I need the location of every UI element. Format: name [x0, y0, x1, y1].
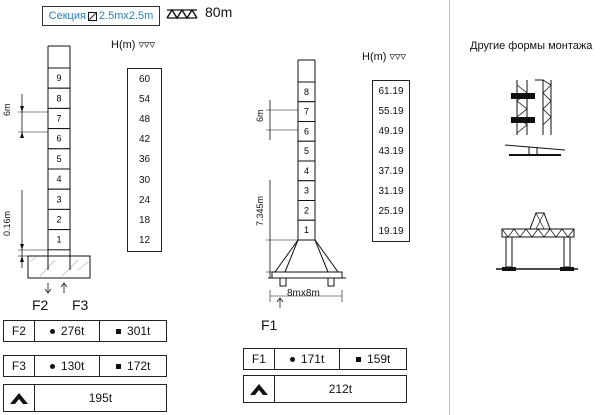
dot-icon — [50, 329, 55, 334]
force-row-f3 — [3, 355, 167, 377]
height-cell: 30 — [138, 174, 151, 186]
force-value-1-text: 171t — [300, 352, 325, 366]
force-row-f1 — [243, 348, 407, 370]
height-cell: 25.19 — [378, 205, 404, 217]
force-value-2 — [340, 349, 406, 369]
height-cell: 60 — [138, 73, 151, 85]
mast-section-number: 6 — [56, 133, 62, 144]
height-cell: 42 — [138, 134, 151, 146]
height-cell: 54 — [138, 93, 151, 105]
force-value-2-text: 301t — [127, 324, 151, 338]
force-row-label: F1 — [244, 349, 275, 369]
height-cell: 37.19 — [378, 165, 404, 177]
force-value-2 — [100, 356, 166, 376]
force-value-1-text: 276t — [60, 324, 85, 338]
dot-icon — [50, 364, 55, 369]
force-value-1 — [275, 349, 341, 369]
total-height: 80m — [205, 4, 233, 20]
height-cell: 49.19 — [378, 125, 404, 137]
right-dim-base: 7.345m — [255, 195, 265, 226]
force-value-1 — [35, 356, 101, 376]
mast-section-number: 7 — [303, 106, 310, 117]
height-cell: 43.19 — [378, 145, 404, 157]
divider — [449, 0, 450, 415]
force-row-label: F2 — [4, 321, 35, 341]
mast-section-number: 9 — [56, 73, 62, 84]
height-cell: 18 — [138, 215, 151, 227]
force-value-2-text: 159t — [367, 352, 391, 366]
force-row-f2 — [3, 320, 167, 342]
total-row-left — [3, 384, 167, 412]
height-cell: 48 — [138, 114, 151, 126]
right-height-header-text: H(m) — [362, 51, 387, 63]
force-value-1 — [35, 321, 101, 341]
mast-section-number: 4 — [56, 174, 62, 185]
mast-section-number: 1 — [303, 225, 310, 236]
force-value-1-text: 130t — [60, 359, 85, 373]
mast-section-number: 7 — [56, 113, 62, 124]
height-cell: 61.19 — [378, 85, 404, 97]
section-label: Секция — [48, 10, 86, 22]
mast-section-number: 8 — [303, 86, 310, 97]
mast-section-number: 2 — [56, 214, 62, 225]
left-heights-box — [127, 68, 162, 252]
mountain-icon — [4, 385, 35, 411]
force-row-label: F3 — [4, 356, 35, 376]
square-icon — [116, 364, 121, 369]
other-forms-title: Другие формы монтажа — [470, 40, 593, 52]
right-dim-section: 6m — [255, 109, 265, 122]
mast-section-number: 5 — [303, 146, 310, 157]
mast-section-number: 3 — [56, 194, 62, 205]
right-tower-diagram — [230, 40, 360, 310]
force-label-f2: F2 — [32, 297, 49, 313]
other-form-wall-diagram — [495, 65, 575, 165]
mast-section-number: 8 — [56, 93, 62, 104]
height-cell: 12 — [138, 235, 151, 247]
dot-icon — [290, 357, 295, 362]
section-value: 2.5mx2.5m — [98, 10, 154, 22]
left-dim-section: 6m — [2, 103, 12, 116]
mast-section-number: 6 — [303, 126, 310, 137]
mast-section-number: 1 — [56, 234, 62, 245]
left-height-header-text: H(m) — [111, 39, 136, 51]
height-cell: 55.19 — [378, 105, 404, 117]
right-heights-box — [372, 80, 410, 242]
height-cell: 24 — [138, 194, 151, 206]
left-tower-diagram — [0, 0, 200, 300]
height-cell: 31.19 — [378, 185, 404, 197]
mast-section-number: 2 — [303, 205, 310, 216]
other-form-gantry-diagram — [492, 205, 582, 280]
mountain-icon — [244, 376, 275, 402]
mast-section-number: 3 — [303, 185, 310, 196]
total-value-left: 195t — [88, 391, 113, 405]
force-value-2 — [100, 321, 166, 341]
total-row-right — [243, 375, 407, 403]
mast-section-number: 5 — [56, 153, 62, 164]
base-size-label: 8mx8m — [287, 288, 320, 299]
height-cell: 36 — [138, 154, 151, 166]
force-value-2-text: 172t — [127, 359, 151, 373]
hook-icon: ▿▿▿ — [138, 39, 156, 51]
left-dim-base: 0.16m — [2, 210, 12, 236]
height-cell: 19.19 — [378, 225, 404, 237]
total-value-right: 212t — [328, 382, 353, 396]
force-label-f3: F3 — [72, 297, 89, 313]
force-label-f1: F1 — [261, 317, 278, 333]
left-height-header — [111, 38, 155, 51]
mast-section-number: 4 — [303, 165, 310, 176]
right-height-header — [362, 50, 406, 63]
hook-icon: ▿▿▿ — [389, 51, 407, 63]
square-icon — [356, 357, 361, 362]
square-icon — [116, 329, 121, 334]
